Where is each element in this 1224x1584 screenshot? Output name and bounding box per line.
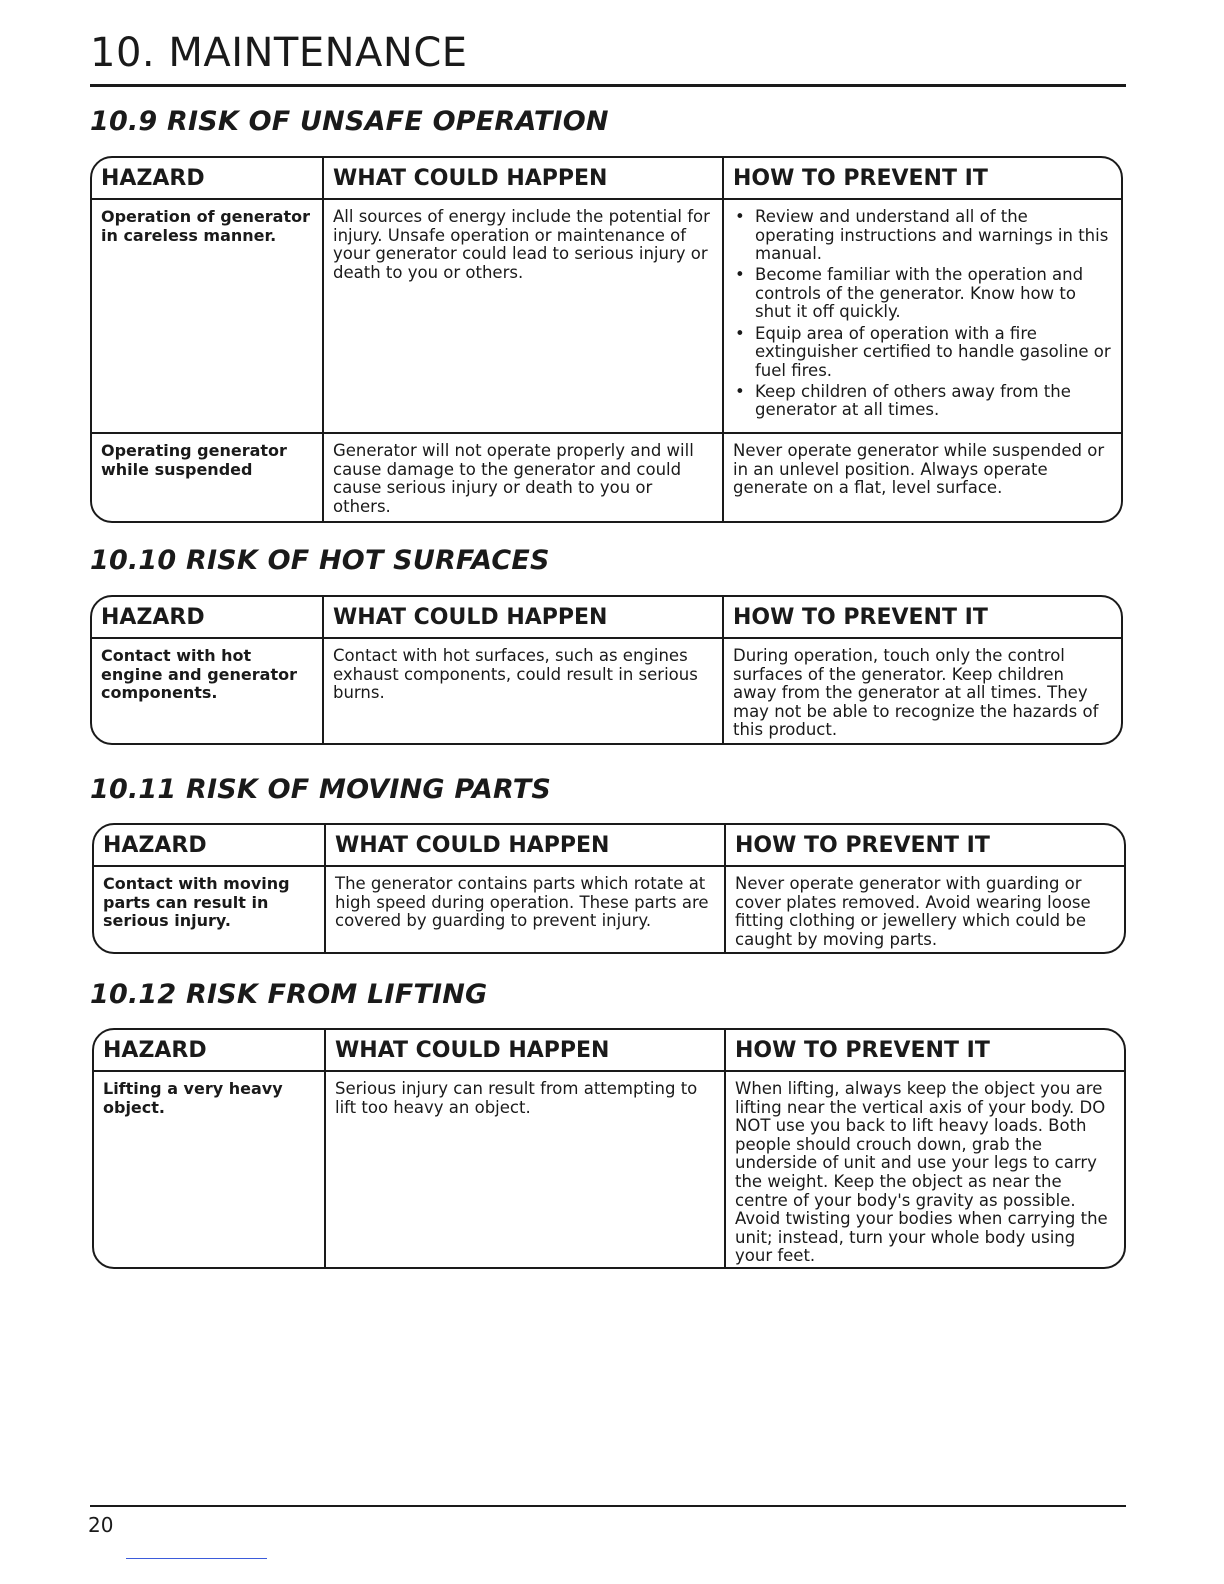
section-title-moving-parts: 10.11 RISK OF MOVING PARTS [90, 774, 552, 805]
header-what-could-happen: WHAT COULD HAPPEN [326, 1030, 726, 1072]
chapter-divider [90, 84, 1126, 87]
footer-divider [90, 1505, 1126, 1507]
header-what-could-happen: WHAT COULD HAPPEN [324, 158, 724, 200]
section-title-lifting: 10.12 RISK FROM LIFTING [90, 979, 488, 1010]
header-how-to-prevent: HOW TO PREVENT IT [724, 158, 1121, 200]
list-item: • Keep children of others away from the generator at all times. [733, 383, 1112, 420]
what-cell: Serious injury can result from attempting to lift too heavy an object. [326, 1072, 726, 1269]
header-hazard: HAZARD [92, 158, 324, 200]
prevention-list [733, 208, 1112, 420]
hazard-cell: Contact with hot engine and generator components. [92, 639, 324, 745]
what-cell: The generator contains parts which rotate at high speed during operation. These parts are covered by guarding to prevent injury. [326, 867, 726, 954]
hazard-cell: Contact with moving parts can result in serious injury. [94, 867, 326, 954]
header-hazard: HAZARD [92, 597, 324, 639]
how-cell: During operation, touch only the control surfaces of the generator. Keep children away from the generator at all times. They may not be able to recognize the hazards of this product. [733, 646, 1099, 740]
risk-table-moving-parts [92, 823, 1126, 954]
footer-link-underline [126, 1558, 267, 1559]
header-how-to-prevent: HOW TO PREVENT IT [726, 825, 1124, 867]
how-cell: Never operate generator with guarding or cover plates removed. Avoid wearing loose fitting clothing or jewellery which could be caught by moving parts. [735, 874, 1091, 949]
chapter-title: 10. MAINTENANCE [90, 30, 468, 76]
risk-table-hot-surfaces [90, 595, 1123, 745]
risk-table-unsafe-operation [90, 156, 1123, 523]
header-what-could-happen: WHAT COULD HAPPEN [326, 825, 726, 867]
list-item: • Review and understand all of the operating instructions and warnings in this manual. [733, 208, 1112, 264]
what-cell: Contact with hot surfaces, such as engines exhaust components, could result in serious burns. [324, 639, 724, 745]
hazard-cell: Operation of generator in careless manner. [92, 200, 324, 434]
what-cell: All sources of energy include the potential for injury. Unsafe operation or maintenance of your generator could lead to serious injury or death to you or others. [324, 200, 724, 434]
header-how-to-prevent: HOW TO PREVENT IT [726, 1030, 1124, 1072]
page-number: 20 [88, 1513, 114, 1537]
risk-table-lifting [92, 1028, 1126, 1269]
how-cell: Never operate generator while suspended or in an unlevel position. Always operate generate on a flat, level surface. [733, 441, 1105, 498]
hazard-cell: Operating generator while suspended [92, 434, 324, 522]
hazard-cell: Lifting a very heavy object. [94, 1072, 326, 1269]
section-title-hot-surfaces: 10.10 RISK OF HOT SURFACES [90, 545, 550, 576]
list-item: • Equip area of operation with a fire extinguisher certified to handle gasoline or fuel fires. [733, 325, 1112, 381]
what-cell: Generator will not operate properly and will cause damage to the generator and could cause serious injury or death to you or others. [324, 434, 724, 522]
header-how-to-prevent: HOW TO PREVENT IT [724, 597, 1121, 639]
section-title-unsafe-operation: 10.9 RISK OF UNSAFE OPERATION [90, 106, 609, 137]
header-what-could-happen: WHAT COULD HAPPEN [324, 597, 724, 639]
list-item: • Become familiar with the operation and controls of the generator. Know how to shut it off quickly. [733, 266, 1112, 322]
header-hazard: HAZARD [94, 825, 326, 867]
how-cell: When lifting, always keep the object you are lifting near the vertical axis of your body. DO NOT use you back to lift heavy loads. Both people should crouch down, grab the underside of unit and use your legs to carry the weight. Keep the object as near the centre of your body's gravity as possible. Avoid twisting your bodies when carrying the unit; instead, turn your whole body using your feet. [735, 1079, 1108, 1266]
header-hazard: HAZARD [94, 1030, 326, 1072]
how-cell [724, 200, 1121, 434]
